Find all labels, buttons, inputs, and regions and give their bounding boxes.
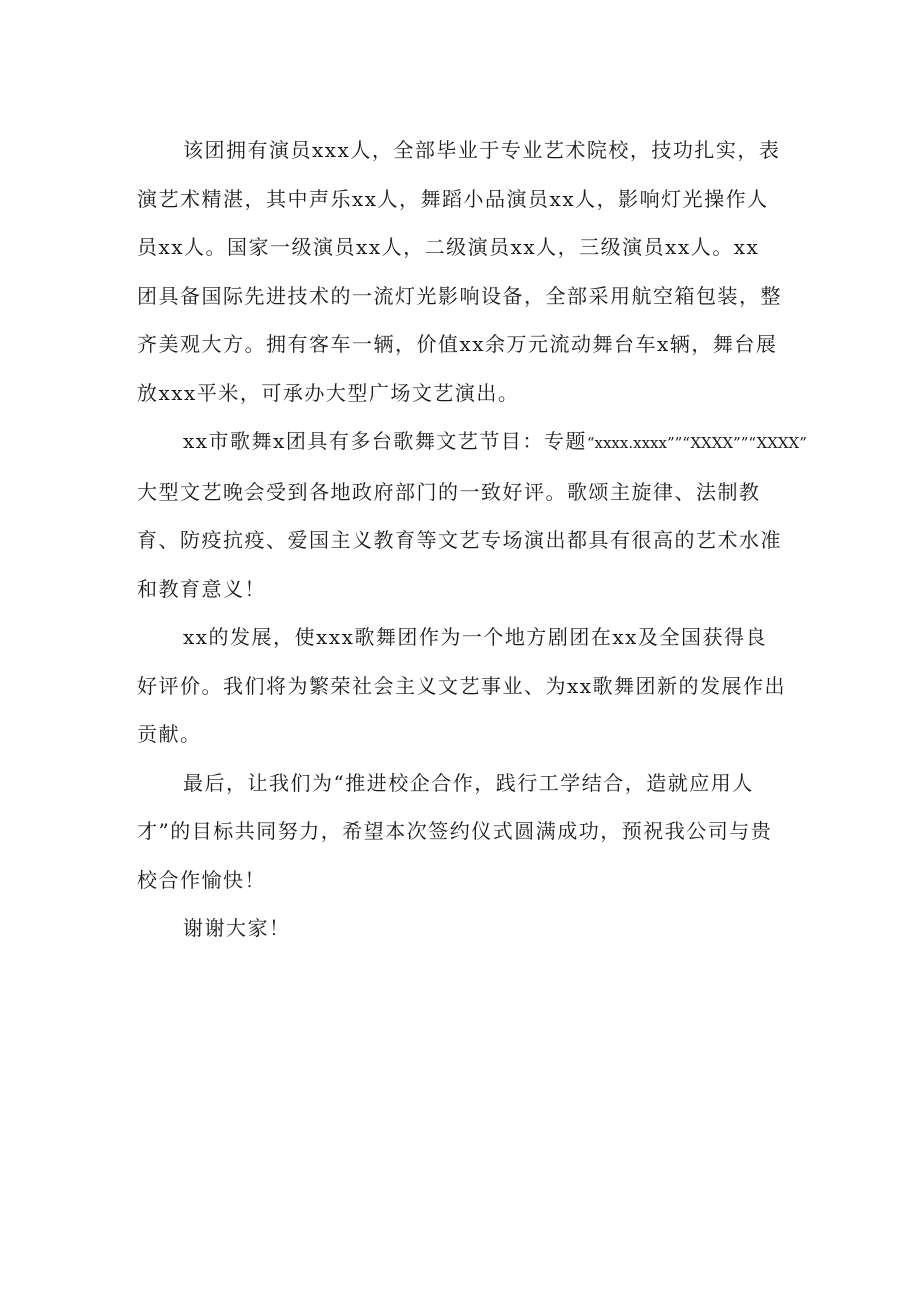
text-line: 最后，让我们为“推进校企合作，践行工学结合，造就应用人 (183, 770, 754, 795)
paragraph-programs (137, 417, 807, 613)
document-body (137, 126, 807, 953)
text-line: 员xx人。国家一级演员xx人，二级演员xx人，三级演员xx人。xx (137, 235, 760, 259)
text-line: 校合作愉快！ (137, 867, 266, 892)
text-line: 齐美观大方。拥有客车一辆，价值xx余万元流动舞台车x辆，舞台展 (137, 332, 778, 356)
text-line: 团具备国际先进技术的一流灯光影响设备，全部采用航空箱包装，整 (137, 283, 782, 308)
text-line: 大型文艺晚会受到各地政府部门的一致好评。歌颂主旋律、法制教 (137, 479, 761, 504)
text-line: 好评价。我们将为繁荣社会主义文艺事业、为xx歌舞团新的发展作出 (137, 673, 787, 698)
text-line: 才”的目标共同努力，希望本次签约仪式圆满成功，预祝我公司与贵 (137, 819, 773, 843)
text-line: 育、防疫抗疫、爱国主义教育等文艺专场演出都具有很高的艺术水准 (137, 528, 782, 552)
text-line (137, 417, 807, 468)
text-line: 谢谢大家！ (183, 916, 291, 940)
text-line: 该团拥有演员xxx人，全部毕业于专业艺术院校，技功扎实，表 (183, 138, 781, 162)
program-titles: “xxxx.xxxx””“XXXX””“XXXX” (586, 434, 807, 452)
paragraph-development (137, 613, 797, 759)
paragraph-closing (137, 759, 797, 905)
paragraph-troupe-members (137, 126, 797, 417)
paragraph-thanks (137, 904, 797, 953)
text-line: xx的发展，使xxx歌舞团作为一个地方剧团在xx及全国获得良 (183, 625, 767, 649)
text-line: 演艺术精湛，其中声乐xx人，舞蹈小品演员xx人，影响灯光操作人 (137, 186, 769, 211)
text-segment: xx市歌舞x团具有多台歌舞文艺节目：专题 (183, 429, 587, 453)
text-line: 贡献。 (137, 722, 202, 746)
text-line: 放xxx平米，可承办大型广场文艺演出。 (137, 380, 520, 405)
text-line: 和教育意义！ (137, 576, 266, 601)
